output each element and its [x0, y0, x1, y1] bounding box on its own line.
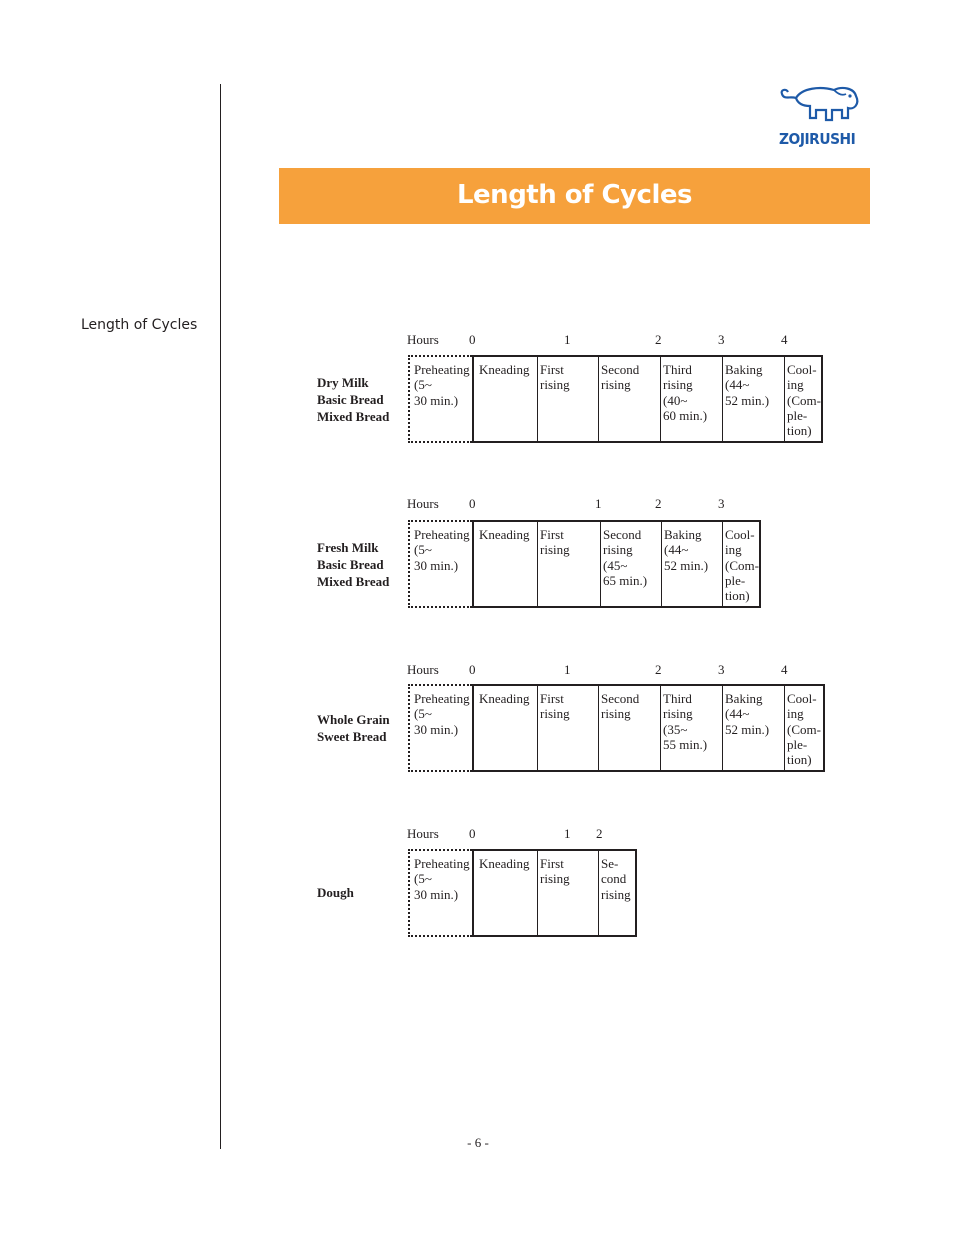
stage-cell: First rising: [537, 520, 601, 608]
hour-tick-label: 1: [595, 496, 602, 511]
hour-tick-label: 4: [781, 662, 788, 677]
hour-tick-label: 2: [596, 826, 603, 841]
brand-logo: [776, 84, 872, 156]
stage-cell: First rising: [537, 684, 599, 772]
side-section-label: Length of Cycles: [81, 317, 198, 333]
stage-cell: First rising: [537, 355, 599, 443]
hours-label: Hours: [407, 662, 439, 677]
stage-preheating: Preheating (5~ 30 min.): [408, 849, 472, 937]
stage-cell: Second rising: [598, 684, 661, 772]
hour-tick-label: 2: [655, 332, 662, 347]
hours-label: Hours: [407, 332, 439, 347]
stage-cell: Kneading: [472, 355, 538, 443]
page-number-text: - 6 -: [467, 1135, 489, 1150]
stage-preheating: Preheating (5~ 30 min.): [408, 684, 472, 772]
hour-tick-label: 0: [469, 332, 476, 347]
stage-cell: Baking (44~ 52 min.): [722, 355, 785, 443]
cycle-row: [0, 355, 954, 443]
hour-tick-label: 0: [469, 826, 476, 841]
hour-tick-label: 1: [564, 826, 571, 841]
hour-tick-label: 3: [718, 332, 725, 347]
stage-cell: First rising: [537, 849, 599, 937]
hours-label: Hours: [407, 496, 439, 511]
product-name: Dough: [317, 885, 354, 900]
stage-cell: Kneading: [472, 520, 538, 608]
hour-tick-label: 0: [469, 496, 476, 511]
hour-tick-label: 3: [718, 496, 725, 511]
stage-preheating: Preheating (5~ 30 min.): [408, 355, 472, 443]
hour-tick-label: 2: [655, 662, 662, 677]
stage-cell: Se- cond rising: [598, 849, 637, 937]
hour-tick-label: 1: [564, 332, 571, 347]
product-name: Fresh Milk Basic Bread Mixed Bread: [317, 540, 390, 589]
product-name: Whole Grain Sweet Bread: [317, 712, 390, 744]
stage-cell: Third rising (35~ 55 min.): [660, 684, 723, 772]
stage-cell: Kneading: [472, 849, 538, 937]
stage-cell: Cool- ing (Com- ple- tion): [784, 684, 825, 772]
hour-tick-label: 2: [655, 496, 662, 511]
hours-label: Hours: [407, 826, 439, 841]
cycle-row: [0, 849, 954, 937]
elephant-logo-icon: [776, 84, 868, 130]
title-banner: [279, 168, 870, 224]
stage-cell: Baking (44~ 52 min.): [661, 520, 723, 608]
stage-cell: Baking (44~ 52 min.): [722, 684, 785, 772]
stage-cell: Second rising (45~ 65 min.): [600, 520, 662, 608]
stage-cell: Second rising: [598, 355, 661, 443]
cycle-row: [0, 684, 954, 772]
stage-cell: Kneading: [472, 684, 538, 772]
page-title: Length of Cycles: [456, 180, 692, 210]
stage-cell: Cool- ing (Com- ple- tion): [722, 520, 761, 608]
hour-tick-label: 4: [781, 332, 788, 347]
brand-wordmark: ZOJIRUSHI: [779, 130, 856, 148]
hour-tick-label: 3: [718, 662, 725, 677]
cycle-row: [0, 520, 954, 608]
stage-cell: Third rising (40~ 60 min.): [660, 355, 723, 443]
product-name: Dry Milk Basic Bread Mixed Bread: [317, 375, 390, 424]
stage-preheating: Preheating (5~ 30 min.): [408, 520, 472, 608]
margin-rule: [220, 84, 221, 1149]
stage-cell: Cool- ing (Com- ple- tion): [784, 355, 823, 443]
hour-tick-label: 0: [469, 662, 476, 677]
page-number: [0, 1135, 954, 1151]
hour-tick-label: 1: [564, 662, 571, 677]
